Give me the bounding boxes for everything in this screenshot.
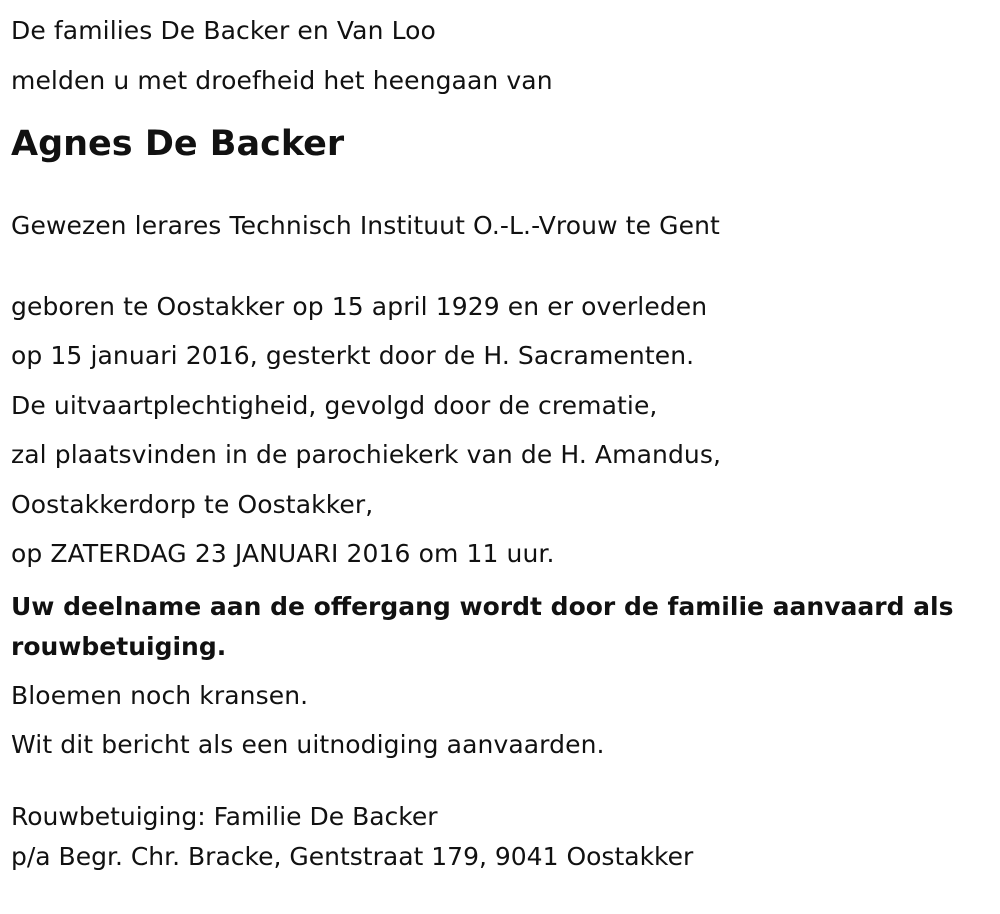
details-block [11,282,986,579]
funeral-date-line: op ZATERDAG 23 JANUARI 2016 om 11 uur. [11,539,555,568]
death-notice [11,6,986,877]
funeral-line: De uitvaartplechtigheid, gevolgd door de crematie, [11,390,658,420]
flowers-notice: Bloemen noch kransen. [11,680,309,710]
church-line: zal plaatsvinden in de parochiekerk van de H. Amandus, [11,440,722,469]
invitation-notice: Wit dit bericht als een uitnodiging aanvaarden. [11,730,605,759]
condolence-address: p/a Begr. Chr. Bracke, Gentstraat 179, 9041 Oostakker [11,841,694,871]
death-date-line: op 15 januari 2016, gesterkt door de H. Sacramenten. [11,341,695,370]
offering-notice: Uw deelname aan de offergang wordt door de familie aanvaard als rouwbetuiging. [11,591,954,661]
intro-line: melden u met droefheid het heengaan van [11,65,553,95]
condolence-recipient: Rouwbetuiging: Familie De Backer [11,801,438,831]
families-line: De families De Backer en Van Loo [11,16,436,45]
location-line: Oostakkerdorp te Oostakker, [11,489,374,519]
birth-death-line: geboren te Oostakker op 15 april 1929 en er overleden [11,291,708,321]
condolence-block [11,797,986,877]
former-position: Gewezen lerares Technisch Instituut O.-L.-Vrouw te Gent [11,211,720,240]
deceased-name: Agnes De Backer [11,124,345,164]
